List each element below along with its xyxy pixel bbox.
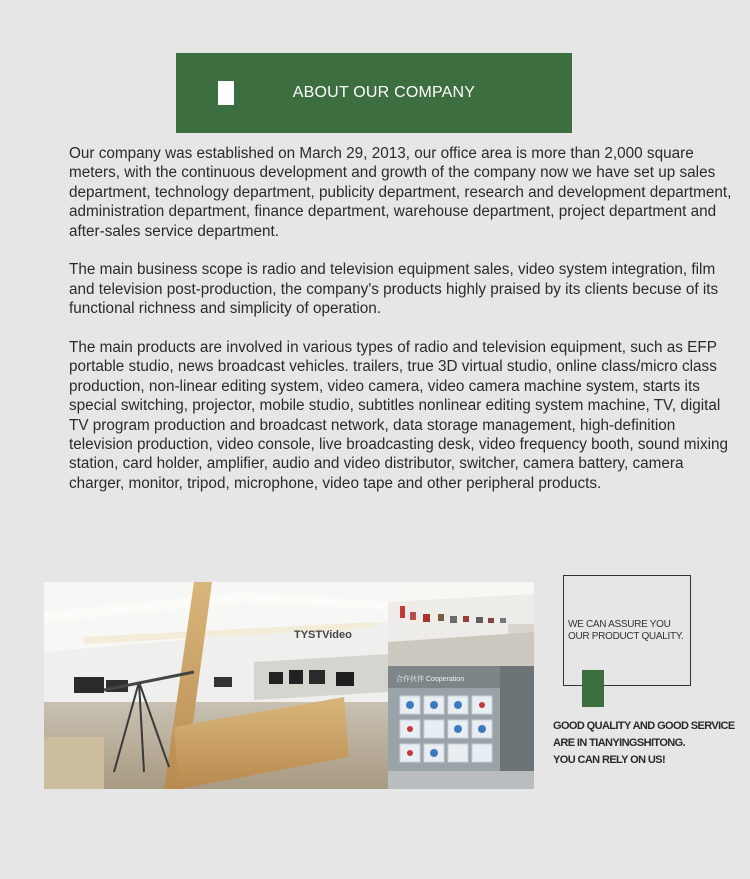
- assurance-text: [568, 619, 692, 643]
- banner-title: ABOUT OUR COMPANY: [292, 84, 476, 101]
- office-photo: [44, 582, 388, 789]
- office-photo-illustration: [44, 582, 388, 789]
- partners-wall-photo: [388, 666, 534, 789]
- quality-line-3: YOU CAN RELY ON US!: [553, 754, 666, 766]
- about-banner: [176, 53, 572, 133]
- office-sign-text: TYSTVideo: [294, 629, 352, 641]
- paragraph-business-scope: The main business scope is radio and television equipment sales, video system integration, film and television post-production, the company's products highly praised by its clients becuse of its functional richness and simplicity of operation.: [69, 261, 719, 318]
- assurance-line-2: OUR PRODUCT QUALITY.: [568, 631, 684, 642]
- quality-line-1: GOOD QUALITY AND GOOD SERVICE: [553, 720, 735, 732]
- quality-line-2: ARE IN TIANYINGSHITONG.: [553, 737, 686, 749]
- exhibit-wall-photo: [388, 582, 534, 666]
- partners-sign-text: 合作伙伴 Cooperation: [396, 676, 465, 683]
- company-description: [69, 144, 734, 513]
- assurance-accent-tab: [582, 670, 604, 707]
- assurance-line-1: WE CAN ASSURE YOU: [568, 619, 671, 630]
- exhibit-wall-illustration: [388, 582, 534, 666]
- partners-wall-illustration: [388, 666, 534, 789]
- paragraph-products: The main products are involved in various types of radio and television equipment, such as EFP portable studio, news broadcast vehicles. trailers, true 3D virtual studio, online class/micro class production, non-linear editing system, video camera, video camera machine system, starts its special switching, projector, mobile studio, subtitles nonlinear editing system machine, TV, digital TV program production and broadcast network, data storage management, high-definition television production, video console, live broadcasting desk, video frequency booth, sound mixing station, card holder, amplifier, audio and video distributor, switcher, camera battery, camera charger, monitor, tripod, microphone, video tape and other peripheral products.: [69, 339, 729, 492]
- quality-statement: [553, 718, 749, 769]
- paragraph-history: Our company was established on March 29, 2013, our office area is more than 2,000 square meters, with the continuous development and growth of the company now we have set up sales department, technology department, publicity department, research and development department, administration department, finance department, warehouse department, project department and after-sales service department.: [69, 145, 732, 240]
